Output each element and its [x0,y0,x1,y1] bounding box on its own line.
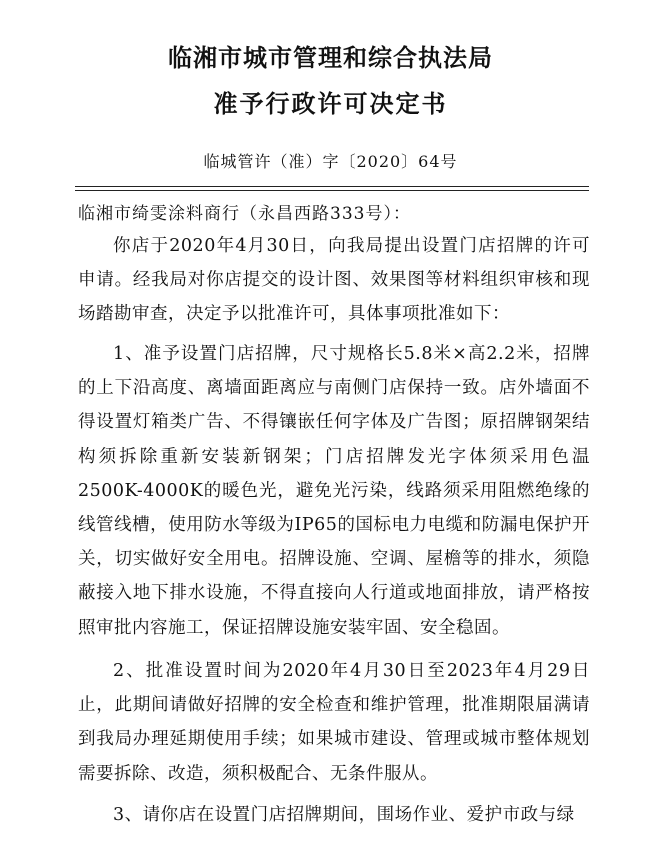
paragraph-item-1: 1、准予设置门店招牌，尺寸规格长5.8米×高2.2米，招牌的上下沿高度、离墙面距离应与南侧门店保持一致。店外墙面不得设置灯箱类广告、不得镶嵌任何字体及广告图；原招牌钢架结构须拆除重新安装新钢架；门店招牌发光字体须采用色温2500K-4000K的暖色光，避免光污染，线路须采用阻燃绝缘的线管线槽，使用防水等级为IP65的国标电力电缆和防漏电保护开关，切实做好安全用电。招牌设施、空调、屋檐等的排水，须隐蔽接入地下排水设施，不得直接向人行道或地面排放，请严格按照审批内容施工，保证招牌设施安装牢固、安全稳固。 [78,344,590,638]
paragraph-intro: 你店于2020年4月30日，向我局提出设置门店招牌的许可申请。经我局对你店提交的设计图、效果图等材料组织审核和现场踏勘审查，决定予以批准许可，具体事项批准如下： [78,236,590,325]
separator-line [75,186,589,187]
paragraph-item-3: 3、请你店在设置门店招牌期间，围场作业、爱护市政与绿 [113,805,575,825]
paragraph-item-2: 2、批准设置时间为2020年4月30日至2023年4月29日止，此期间请做好招牌的安全检查和维护管理，批准期限届满请到我局办理延期使用手续；如果城市建设、管理或城市整体规划需要拆除、改造，须积极配合、无条件服从。 [78,661,590,784]
issuing-authority: 临湘市城市管理和综合执法局 [168,43,493,72]
document-title: 准予行政许可决定书 [213,89,448,118]
addressee: 临湘市绮雯涂料商行（永昌西路333号）： [78,204,411,224]
document-number: 临城管许（准）字〔2020〕64号 [203,152,458,171]
separator-line-thin [75,190,589,191]
